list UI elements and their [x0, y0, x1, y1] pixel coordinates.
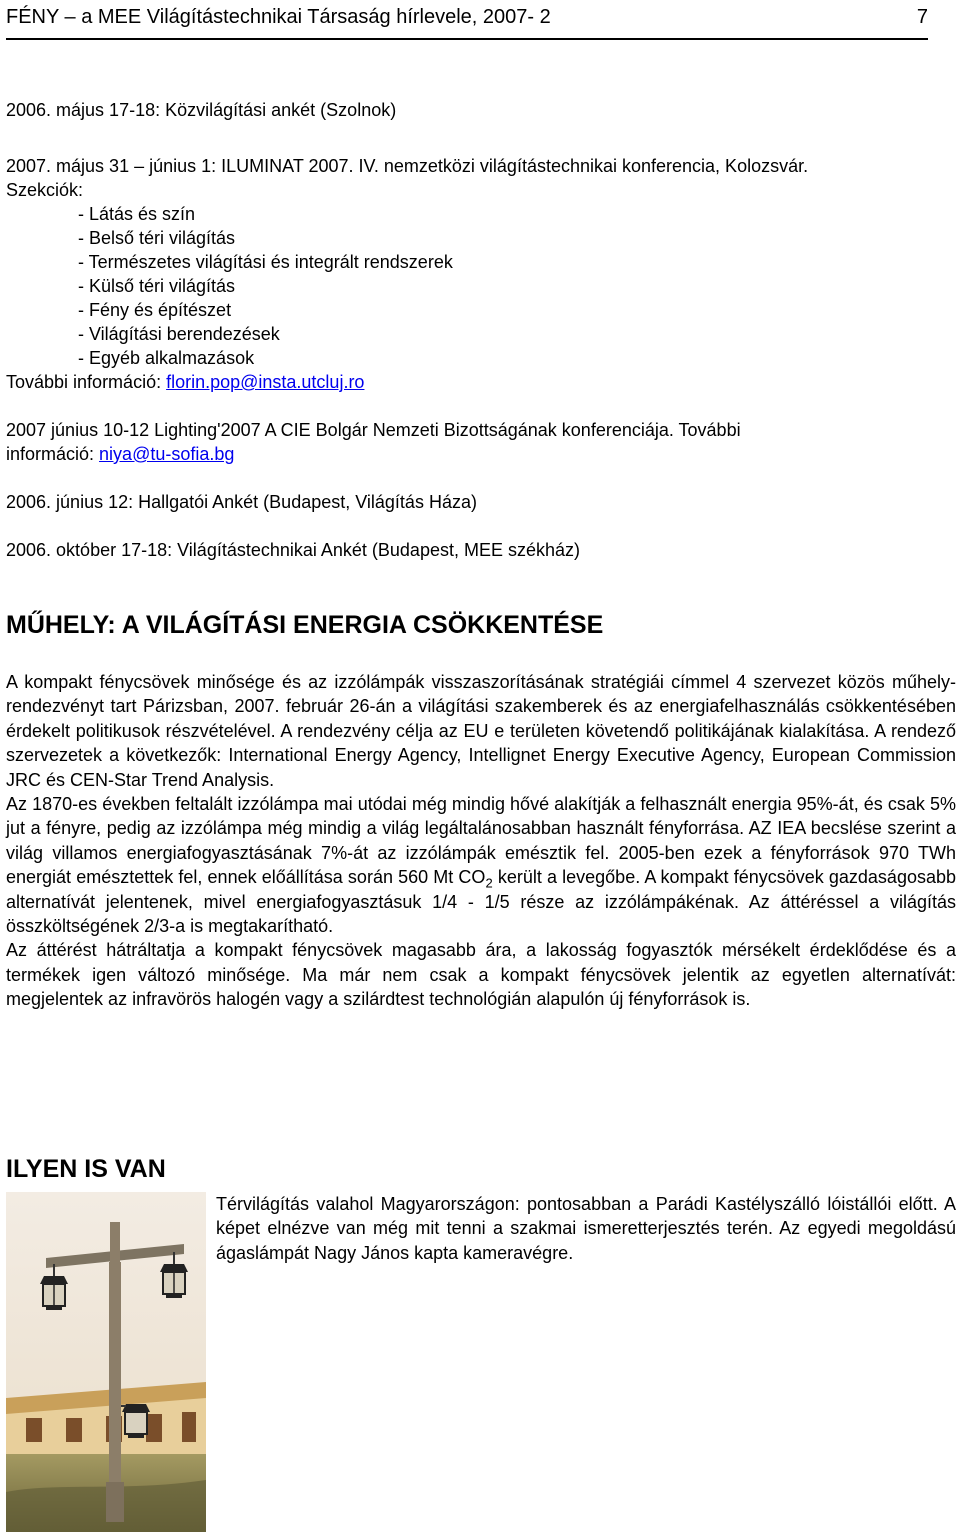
more-info-prefix-2: információ:: [6, 444, 100, 464]
workshop-paragraph-3: Az áttérést hátráltatja a kompakt fénycsövek magasabb ára, a lakosság fogyasztók mérsékelt érdeklődése és a termékek igen változó minősége. Ma már nem csak a kompakt fénycsövek jelentik az egyetlen alternatívát: megjelentek az infravörös halogén vagy a szilárdtest technológián alapulón új fényforrások is.: [6, 940, 956, 1010]
email-link-florin[interactable]: florin.pop@insta.utcluj.ro: [166, 372, 365, 392]
co2-subscript: 2: [485, 875, 493, 891]
section-item: - Természetes világítási és integrált rendszerek: [78, 252, 453, 272]
section-item: - Egyéb alkalmazások: [78, 348, 255, 368]
event-vilagitastechnikai-anket: 2006. október 17-18: Világítástechnikai Ankét (Budapest, MEE székház): [6, 540, 581, 560]
event-lighting-2007: 2007 június 10-12 Lighting'2007 A CIE Bolgár Nemzeti Bizottságának konferenciája. További: [6, 420, 741, 440]
section-item: - Fény és építészet: [78, 300, 232, 320]
event-hallgatoi-anket: 2006. június 12: Hallgatói Ankét (Budapest, Világítás Háza): [6, 492, 477, 512]
workshop-paragraph-1: A kompakt fénycsövek minősége és az izzólámpák visszaszorításának stratégiái címmel 4 szervezet közös műhely-rendezvényt tart Párizsban, 2007. február 26-án a világítási szakemberek és az energiafelhasználás csökkentésében érdekelt politikusok részvételével. A rendezvény célja az EU e területen követendő politikájának kialakítása. A rendező szervezetek a következők: International Energy Agency, Intellignet Energy Executive Agency, European Commission JRC és CEN-Star Trend Analysis.: [6, 672, 956, 790]
section-item: - Látás és szín: [78, 204, 196, 224]
paragraph-2-text-b: került a levegőbe. A kompakt fénycsövek gazdaságosabb alternatívát jelentenek, mivel energiafogyasztásuk 1/4 - 1/5 része az izzólámpákénak. Az áttéréssel a világítás összköltségének 2/3-a is megtakarítható.: [6, 867, 956, 937]
sections-label: Szekciók:: [6, 180, 84, 200]
ilyen-is-van-text: Térvilágítás valahol Magyarországon: pontosabban a Parádi Kastélyszálló lóistállói előtt. A képet elnézve van még mit tenni a szakmai ismeretterjesztés terén. Az egyedi megoldású ágaslámpát Nagy János kapta kameravégre.: [216, 1194, 956, 1263]
email-link-niya[interactable]: niya@tu-sofia.bg: [99, 444, 235, 464]
event-iluminat: 2007. május 31 – június 1: ILUMINAT 2007. IV. nemzetközi világítástechnikai konferencia, Kolozsvár.: [6, 156, 809, 176]
section-item: - Belső téri világítás: [78, 228, 236, 248]
workshop-paragraph-2: [6, 792, 956, 938]
event-szolnok: 2006. május 17-18: Közvilágítási ankét (Szolnok): [6, 100, 397, 120]
workshop-body: [6, 670, 956, 1012]
more-info-line-1: [6, 370, 364, 394]
lamp-post-photo-illustration: [6, 1192, 206, 1532]
more-info-prefix: További információ:: [6, 372, 167, 392]
section-item: - Világítási berendezések: [78, 324, 280, 344]
page-number: 7: [916, 6, 928, 28]
page-header: [6, 2, 928, 40]
more-info-line-2: [6, 442, 234, 466]
lamp-photo: [6, 1192, 206, 1532]
paragraph-2-text-a: Az 1870-es években feltalált izzólámpa mai utódai még mindig hővé alakítják a felhasznált energia 95%-át, és csak 5% jut a fényre, pedig az izzólámpa még mindig a világ legáltalánosabban használt fényforrása. AZ IEA becslése szerint a világ villamos energiafogyasztásának 7%-át az izzólámpák emésztik fel. 2005-ben ezek a fényforrások 970 TWh energiát emésztettek fel, ennek előállítása során 560 Mt CO: [6, 794, 956, 888]
section-item: - Külső téri világítás: [78, 276, 236, 296]
ilyen-is-van-heading: ILYEN IS VAN: [6, 1155, 166, 1183]
header-title: FÉNY – a MEE Világítástechnikai Társaság hírlevele, 2007- 2: [6, 6, 551, 28]
workshop-heading: MŰHELY: A VILÁGÍTÁSI ENERGIA CSÖKKENTÉSE: [6, 611, 604, 639]
